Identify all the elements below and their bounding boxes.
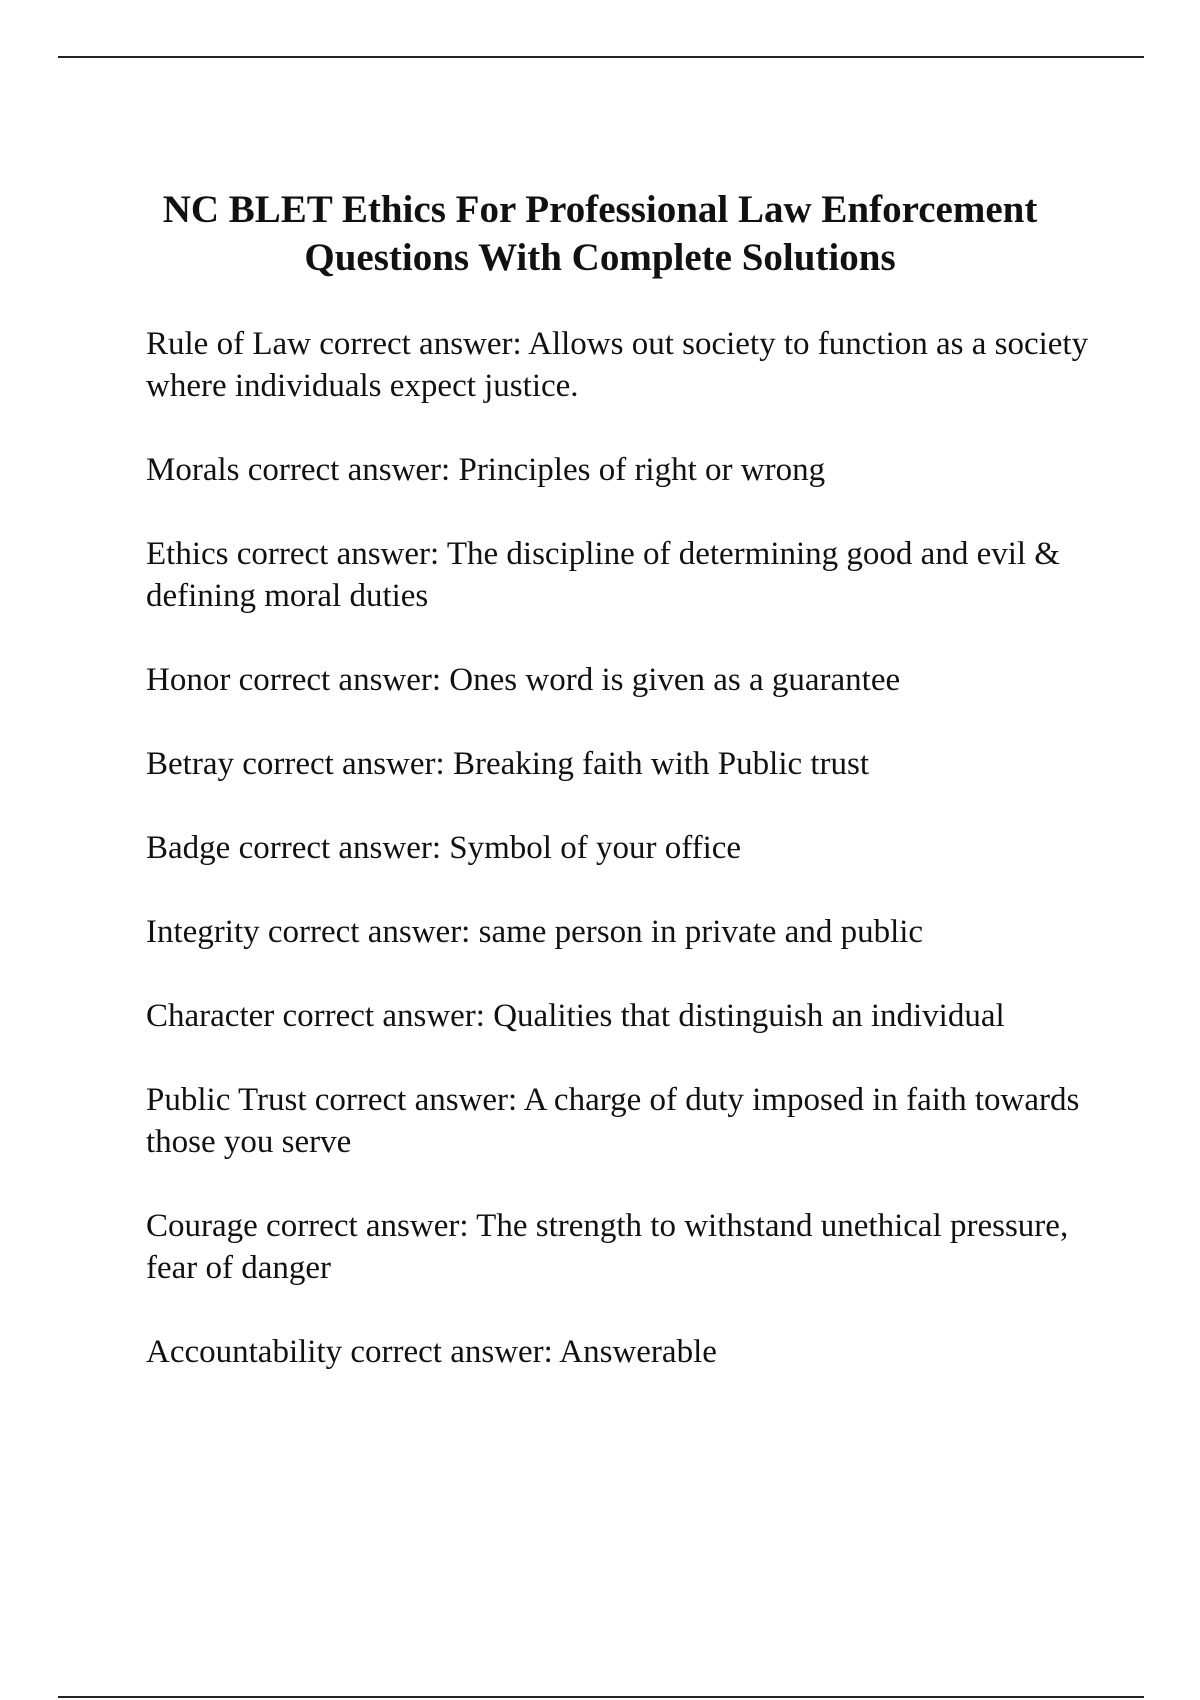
qa-item-ethics	[146, 533, 1101, 617]
qa-term: Character	[146, 998, 275, 1034]
qa-list	[146, 323, 1101, 1415]
qa-term: Morals	[146, 452, 240, 488]
qa-answer: Ones word is given as a guarantee	[449, 662, 901, 698]
qa-answer: Answerable	[559, 1334, 717, 1370]
qa-answer: The strength to withstand unethical pressure, fear of danger	[146, 1208, 1077, 1286]
answer-label: correct answer:	[247, 452, 451, 488]
qa-item-betray	[146, 743, 1101, 785]
qa-item-character	[146, 995, 1101, 1037]
qa-term: Betray	[146, 746, 234, 782]
answer-label: correct answer:	[238, 662, 442, 698]
title-line-1: NC BLET Ethics For Professional Law Enforcement	[162, 188, 1038, 231]
qa-answer: Principles of right or wrong	[458, 452, 826, 488]
qa-item-honor	[146, 659, 1101, 701]
qa-term: Honor	[146, 662, 231, 698]
qa-item-courage	[146, 1205, 1101, 1289]
answer-label: correct answer:	[350, 1334, 553, 1370]
qa-answer: Qualities that distinguish an individual	[493, 998, 1005, 1034]
document-title	[100, 186, 1100, 282]
qa-term: Accountability	[146, 1334, 343, 1370]
bottom-divider	[58, 1696, 1144, 1698]
qa-item-badge	[146, 827, 1101, 869]
qa-answer: The discipline of determining good and evil & defining moral duties	[146, 536, 1069, 614]
qa-item-public-trust	[146, 1079, 1101, 1163]
qa-term: Courage	[146, 1208, 258, 1244]
qa-term: Public Trust	[146, 1082, 307, 1118]
answer-label: correct answer:	[242, 746, 445, 782]
title-line-2: Questions With Complete Solutions	[304, 236, 896, 279]
qa-answer: Breaking faith with Public trust	[452, 746, 870, 782]
qa-item-accountability	[146, 1331, 1101, 1373]
answer-label: correct answer:	[267, 914, 471, 950]
answer-label: correct answer:	[236, 536, 440, 572]
qa-term: Integrity	[146, 914, 260, 950]
qa-term: Ethics	[146, 536, 229, 572]
qa-term: Rule of Law	[146, 326, 311, 362]
qa-answer: Symbol of your office	[449, 830, 742, 866]
answer-label: correct answer:	[319, 326, 522, 362]
qa-item-rule-of-law	[146, 323, 1101, 407]
answer-label: correct answer:	[314, 1082, 518, 1118]
answer-label: correct answer:	[282, 998, 485, 1034]
qa-item-morals	[146, 449, 1101, 491]
answer-label: correct answer:	[238, 830, 442, 866]
qa-answer: Allows out society to function as a society where individuals expect justice.	[146, 326, 1097, 404]
qa-answer: same person in private and public	[478, 914, 924, 950]
top-divider	[58, 56, 1144, 58]
qa-item-integrity	[146, 911, 1101, 953]
qa-term: Badge	[146, 830, 231, 866]
answer-label: correct answer:	[266, 1208, 469, 1244]
qa-answer: A charge of duty imposed in faith towards those you serve	[146, 1082, 1088, 1160]
